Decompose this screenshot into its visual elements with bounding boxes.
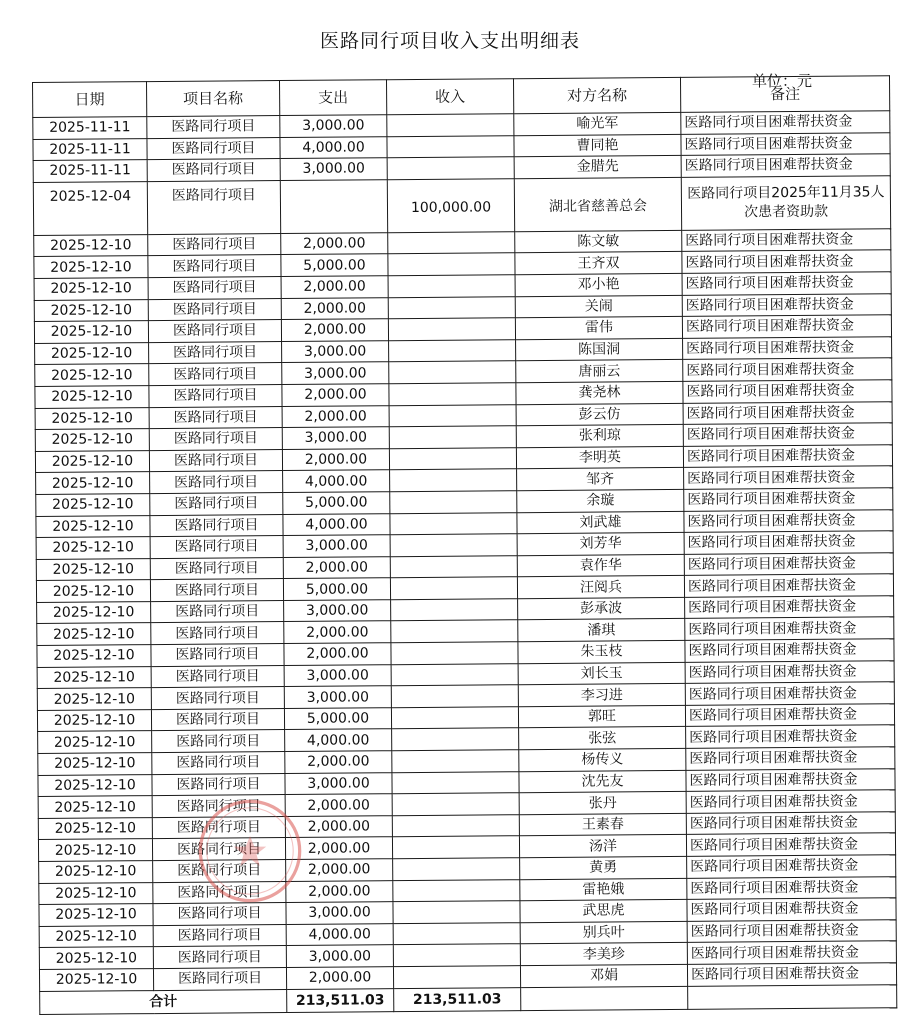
cell-project: 医路同行项目 xyxy=(150,557,283,580)
cell-note: 医路同行项目困难帮扶资金 xyxy=(686,812,895,835)
cell-counterparty: 李习进 xyxy=(518,684,685,707)
cell-expense: 2,000.00 xyxy=(285,816,392,838)
cell-note: 医路同行项目困难帮扶资金 xyxy=(681,154,890,177)
cell-project: 医路同行项目 xyxy=(147,137,280,160)
cell-expense: 2,000.00 xyxy=(281,232,388,254)
cell-date: 2025-12-10 xyxy=(37,666,151,688)
ledger-table xyxy=(32,75,897,1014)
cell-income xyxy=(392,836,519,859)
cell-income xyxy=(388,253,515,276)
cell-note: 医路同行项目困难帮扶资金 xyxy=(684,466,893,489)
cell-income xyxy=(388,231,515,254)
cell-date: 2025-12-10 xyxy=(39,969,153,991)
cell-date: 2025-11-11 xyxy=(33,160,147,182)
cell-expense: 2,000.00 xyxy=(285,794,392,816)
cell-project: 医路同行项目 xyxy=(151,687,284,710)
cell-income xyxy=(393,944,520,967)
cell-expense: 4,000.00 xyxy=(283,513,390,535)
cell-project: 医路同行项目 xyxy=(153,881,286,904)
cell-project: 医路同行项目 xyxy=(152,795,285,818)
cell-expense: 4,000.00 xyxy=(286,923,393,945)
total-label: 合计 xyxy=(40,989,287,1014)
cell-project: 医路同行项目 xyxy=(148,298,281,321)
cell-counterparty: 雷伟 xyxy=(515,317,682,340)
cell-expense: 4,000.00 xyxy=(283,470,390,492)
cell-date: 2025-11-11 xyxy=(33,117,147,139)
cell-date: 2025-12-10 xyxy=(39,882,153,904)
cell-note: 医路同行项目困难帮扶资金 xyxy=(687,898,896,921)
cell-date: 2025-12-10 xyxy=(37,645,151,667)
cell-note: 医路同行项目困难帮扶资金 xyxy=(682,315,891,338)
cell-note: 医路同行项目困难帮扶资金 xyxy=(683,380,892,403)
cell-counterparty: 曹同艳 xyxy=(514,134,681,157)
header-income: 收入 xyxy=(386,79,513,115)
cell-project: 医路同行项目 xyxy=(147,116,280,139)
cell-date: 2025-11-11 xyxy=(33,138,147,160)
cell-income xyxy=(390,577,517,600)
cell-note: 医路同行项目困难帮扶资金 xyxy=(683,401,892,424)
cell-expense: 3,000.00 xyxy=(284,664,391,686)
cell-expense: 3,000.00 xyxy=(282,340,389,362)
cell-note: 医路同行项目困难帮扶资金 xyxy=(681,132,890,155)
cell-expense: 2,000.00 xyxy=(286,880,393,902)
cell-income xyxy=(392,771,519,794)
cell-note: 医路同行项目困难帮扶资金 xyxy=(686,725,895,748)
total-income: 213,511.03 xyxy=(394,987,521,1011)
cell-counterparty: 汪阅兵 xyxy=(517,576,684,599)
cell-project: 医路同行项目 xyxy=(150,514,283,537)
cell-income xyxy=(387,157,514,180)
cell-date: 2025-12-10 xyxy=(36,493,150,515)
cell-note: 医路同行项目困难帮扶资金 xyxy=(685,660,894,683)
cell-project: 医路同行项目 xyxy=(150,492,283,515)
cell-counterparty: 刘武雄 xyxy=(517,511,684,534)
cell-project: 医路同行项目 xyxy=(149,449,282,472)
cell-income xyxy=(389,339,516,362)
cell-income xyxy=(391,663,518,686)
cell-income xyxy=(391,599,518,622)
cell-date: 2025-12-10 xyxy=(37,601,151,623)
cell-expense: 5,000.00 xyxy=(283,578,390,600)
cell-note: 医路同行项目2025年11月35人次患者资助款 xyxy=(681,176,890,231)
cell-expense: 2,000.00 xyxy=(285,837,392,859)
cell-note: 医路同行项目困难帮扶资金 xyxy=(686,768,895,791)
cell-note: 医路同行项目困难帮扶资金 xyxy=(686,747,895,770)
cell-date: 2025-12-10 xyxy=(36,558,150,580)
cell-project: 医路同行项目 xyxy=(150,579,283,602)
cell-date: 2025-12-10 xyxy=(39,947,153,969)
cell-note: 医路同行项目困难帮扶资金 xyxy=(682,293,891,316)
cell-project: 医路同行项目 xyxy=(153,860,286,883)
cell-date: 2025-12-10 xyxy=(39,861,153,883)
cell-expense: 4,000.00 xyxy=(280,136,387,158)
cell-date: 2025-12-10 xyxy=(39,904,153,926)
cell-income xyxy=(393,901,520,924)
cell-income xyxy=(389,383,516,406)
cell-counterparty: 陈文敏 xyxy=(515,230,682,253)
cell-date: 2025-12-10 xyxy=(38,839,152,861)
cell-project: 医路同行项目 xyxy=(148,320,281,343)
cell-counterparty: 彭承波 xyxy=(518,597,685,620)
cell-date: 2025-12-10 xyxy=(37,623,151,645)
cell-counterparty: 刘芳华 xyxy=(517,532,684,555)
cell-counterparty: 杨传义 xyxy=(519,748,686,771)
cell-note: 医路同行项目困难帮扶资金 xyxy=(683,337,892,360)
cell-project: 医路同行项目 xyxy=(149,428,282,451)
cell-income xyxy=(393,879,520,902)
cell-income xyxy=(390,512,517,535)
cell-expense: 3,000.00 xyxy=(286,902,393,924)
cell-date: 2025-12-10 xyxy=(35,342,149,364)
cell-expense: 2,000.00 xyxy=(284,621,391,643)
cell-counterparty: 李美珍 xyxy=(520,943,687,966)
cell-date: 2025-12-10 xyxy=(35,364,149,386)
cell-project: 医路同行项目 xyxy=(150,471,283,494)
document-title: 医路同行项目收入支出明细表 xyxy=(319,30,580,52)
cell-project: 医路同行项目 xyxy=(149,384,282,407)
cell-counterparty: 汤洋 xyxy=(519,835,686,858)
cell-note: 医路同行项目困难帮扶资金 xyxy=(685,639,894,662)
cell-note: 医路同行项目困难帮扶资金 xyxy=(684,531,893,554)
cell-expense: 2,000.00 xyxy=(283,556,390,578)
cell-counterparty: 关闹 xyxy=(515,295,682,318)
cell-counterparty: 王齐双 xyxy=(515,252,682,275)
cell-income xyxy=(391,620,518,643)
cell-income xyxy=(393,966,520,989)
cell-income xyxy=(389,426,516,449)
cell-project: 医路同行项目 xyxy=(151,708,284,731)
cell-income xyxy=(389,361,516,384)
cell-project: 医路同行项目 xyxy=(152,773,285,796)
cell-expense: 3,000.00 xyxy=(284,600,391,622)
cell-project: 医路同行项目 xyxy=(147,159,280,182)
cell-note: 医路同行项目困难帮扶资金 xyxy=(682,229,891,252)
cell-counterparty: 刘长玉 xyxy=(518,662,685,685)
cell-date: 2025-12-10 xyxy=(34,234,148,256)
cell-date: 2025-12-10 xyxy=(38,774,152,796)
cell-date: 2025-12-10 xyxy=(34,278,148,300)
cell-project: 医路同行项目 xyxy=(153,924,286,947)
cell-counterparty: 邓小艳 xyxy=(515,273,682,296)
cell-note: 医路同行项目困难帮扶资金 xyxy=(682,250,891,273)
cell-project: 医路同行项目 xyxy=(150,536,283,559)
cell-income xyxy=(388,296,515,319)
cell-counterparty: 邓娟 xyxy=(520,964,687,987)
cell-expense: 2,000.00 xyxy=(281,297,388,319)
cell-income xyxy=(393,922,520,945)
header-project: 项目名称 xyxy=(147,81,280,117)
cell-date: 2025-12-10 xyxy=(34,256,148,278)
cell-note: 医路同行项目困难帮扶资金 xyxy=(686,790,895,813)
cell-note: 医路同行项目困难帮扶资金 xyxy=(686,833,895,856)
cell-income xyxy=(390,555,517,578)
cell-counterparty: 沈先友 xyxy=(519,770,686,793)
total-expense: 213,511.03 xyxy=(287,988,394,1012)
cell-counterparty: 龚尧林 xyxy=(516,381,683,404)
cell-note: 医路同行项目困难帮扶资金 xyxy=(683,444,892,467)
cell-expense: 2,000.00 xyxy=(285,751,392,773)
cell-counterparty: 陈国洞 xyxy=(516,338,683,361)
cell-counterparty: 雷艳娥 xyxy=(520,878,687,901)
cell-counterparty: 金腊先 xyxy=(514,156,681,179)
cell-project: 医路同行项目 xyxy=(151,644,284,667)
cell-expense: 3,000.00 xyxy=(286,945,393,967)
cell-counterparty: 潘琪 xyxy=(518,619,685,642)
cell-note: 医路同行项目困难帮扶资金 xyxy=(685,682,894,705)
cell-note: 医路同行项目困难帮扶资金 xyxy=(687,876,896,899)
cell-date: 2025-12-10 xyxy=(38,753,152,775)
cell-note: 医路同行项目困难帮扶资金 xyxy=(687,941,896,964)
cell-project: 医路同行项目 xyxy=(153,967,286,990)
cell-counterparty: 袁作华 xyxy=(517,554,684,577)
cell-expense: 2,000.00 xyxy=(281,276,388,298)
cell-income xyxy=(392,750,519,773)
cell-date: 2025-12-10 xyxy=(34,299,148,321)
cell-income xyxy=(392,793,519,816)
cell-date: 2025-12-10 xyxy=(35,386,149,408)
cell-income xyxy=(387,135,514,158)
cell-counterparty: 邹齐 xyxy=(517,468,684,491)
cell-project: 医路同行项目 xyxy=(152,816,285,839)
cell-expense: 5,000.00 xyxy=(284,708,391,730)
cell-date: 2025-12-04 xyxy=(33,181,147,235)
cell-note: 医路同行项目困难帮扶资金 xyxy=(684,552,893,575)
cell-counterparty: 张弦 xyxy=(519,727,686,750)
cell-project: 医路同行项目 xyxy=(151,622,284,645)
cell-counterparty: 朱玉枝 xyxy=(518,640,685,663)
cell-project: 医路同行项目 xyxy=(148,233,281,256)
cell-income xyxy=(391,707,518,730)
cell-date: 2025-12-10 xyxy=(36,515,150,537)
cell-expense: 4,000.00 xyxy=(285,729,392,751)
cell-note: 医路同行项目困难帮扶资金 xyxy=(687,920,896,943)
cell-counterparty: 喻光军 xyxy=(514,112,681,135)
cell-income xyxy=(389,447,516,470)
cell-expense: 3,000.00 xyxy=(285,772,392,794)
cell-counterparty: 武思虎 xyxy=(520,900,687,923)
cell-project: 医路同行项目 xyxy=(152,730,285,753)
cell-project: 医路同行项目 xyxy=(148,277,281,300)
cell-expense: 3,000.00 xyxy=(283,535,390,557)
cell-date: 2025-12-10 xyxy=(34,321,148,343)
cell-expense: 3,000.00 xyxy=(284,686,391,708)
cell-expense: 5,000.00 xyxy=(283,492,390,514)
cell-income xyxy=(388,318,515,341)
cell-date: 2025-12-10 xyxy=(37,688,151,710)
cell-note: 医路同行项目困难帮扶资金 xyxy=(684,574,893,597)
cell-expense: 3,000.00 xyxy=(280,115,387,137)
cell-date: 2025-12-10 xyxy=(37,709,151,731)
cell-expense: 2,000.00 xyxy=(282,384,389,406)
cell-date: 2025-12-10 xyxy=(35,407,149,429)
cell-date: 2025-12-10 xyxy=(38,796,152,818)
cell-income xyxy=(389,404,516,427)
cell-note: 医路同行项目困难帮扶资金 xyxy=(684,488,893,511)
cell-project: 医路同行项目 xyxy=(147,180,280,234)
header-date: 日期 xyxy=(33,82,147,118)
cell-income xyxy=(388,275,515,298)
header-expense: 支出 xyxy=(279,80,386,116)
cell-counterparty: 黄勇 xyxy=(520,856,687,879)
cell-note: 医路同行项目困难帮扶资金 xyxy=(683,358,892,381)
table-body xyxy=(33,111,897,991)
cell-income xyxy=(391,685,518,708)
cell-date: 2025-12-10 xyxy=(35,429,149,451)
cell-income xyxy=(387,114,514,137)
cell-income xyxy=(390,534,517,557)
cell-date: 2025-12-10 xyxy=(39,925,153,947)
cell-expense: 3,000.00 xyxy=(282,362,389,384)
cell-project: 医路同行项目 xyxy=(148,255,281,278)
cell-note: 医路同行项目困难帮扶资金 xyxy=(684,509,893,532)
cell-date: 2025-12-10 xyxy=(36,537,150,559)
cell-project: 医路同行项目 xyxy=(149,406,282,429)
cell-counterparty: 郭旺 xyxy=(518,705,685,728)
cell-note: 医路同行项目困难帮扶资金 xyxy=(687,963,896,986)
cell-note: 医路同行项目困难帮扶资金 xyxy=(685,617,894,640)
cell-note: 医路同行项目困难帮扶资金 xyxy=(683,423,892,446)
cell-counterparty: 王素春 xyxy=(519,813,686,836)
total-note-empty xyxy=(688,984,897,1009)
cell-counterparty: 张丹 xyxy=(519,792,686,815)
cell-project: 医路同行项目 xyxy=(149,341,282,364)
cell-expense: 2,000.00 xyxy=(284,643,391,665)
cell-project: 医路同行项目 xyxy=(151,600,284,623)
cell-counterparty: 彭云仿 xyxy=(516,403,683,426)
cell-note: 医路同行项目困难帮扶资金 xyxy=(682,272,891,295)
table-row xyxy=(33,176,890,236)
cell-project: 医路同行项目 xyxy=(152,838,285,861)
cell-income: 100,000.00 xyxy=(387,178,514,232)
cell-date: 2025-12-10 xyxy=(35,450,149,472)
header-note: 备注 xyxy=(680,76,889,113)
cell-expense: 2,000.00 xyxy=(286,859,393,881)
cell-expense: 2,000.00 xyxy=(286,967,393,989)
cell-income xyxy=(391,642,518,665)
cell-note: 医路同行项目困难帮扶资金 xyxy=(685,596,894,619)
cell-expense: 2,000.00 xyxy=(281,319,388,341)
cell-counterparty: 李明英 xyxy=(516,446,683,469)
cell-income xyxy=(390,491,517,514)
cell-date: 2025-12-10 xyxy=(36,580,150,602)
cell-date: 2025-12-10 xyxy=(38,817,152,839)
cell-expense: 5,000.00 xyxy=(281,254,388,276)
cell-expense: 3,000.00 xyxy=(282,427,389,449)
cell-project: 医路同行项目 xyxy=(153,903,286,926)
total-counterparty-empty xyxy=(521,986,688,1010)
cell-expense xyxy=(280,179,387,233)
cell-income xyxy=(390,469,517,492)
header-counterparty: 对方名称 xyxy=(513,77,680,113)
cell-project: 医路同行项目 xyxy=(149,363,282,386)
cell-date: 2025-12-10 xyxy=(38,731,152,753)
cell-counterparty: 余璇 xyxy=(517,489,684,512)
unit-label: 单位：元 xyxy=(752,72,813,90)
cell-note: 医路同行项目困难帮扶资金 xyxy=(681,111,890,134)
cell-project: 医路同行项目 xyxy=(152,752,285,775)
cell-expense: 3,000.00 xyxy=(280,158,387,180)
cell-counterparty: 湖北省慈善总会 xyxy=(514,177,681,231)
cell-expense: 2,000.00 xyxy=(282,405,389,427)
cell-expense: 2,000.00 xyxy=(282,448,389,470)
cell-counterparty: 张利琼 xyxy=(516,425,683,448)
cell-counterparty: 别兵叶 xyxy=(520,921,687,944)
cell-income xyxy=(393,858,520,881)
cell-date: 2025-12-10 xyxy=(36,472,150,494)
cell-project: 医路同行项目 xyxy=(153,946,286,969)
cell-project: 医路同行项目 xyxy=(151,665,284,688)
cell-income xyxy=(392,815,519,838)
cell-income xyxy=(392,728,519,751)
cell-counterparty: 唐丽云 xyxy=(516,360,683,383)
cell-note: 医路同行项目困难帮扶资金 xyxy=(687,855,896,878)
cell-note: 医路同行项目困难帮扶资金 xyxy=(685,704,894,727)
